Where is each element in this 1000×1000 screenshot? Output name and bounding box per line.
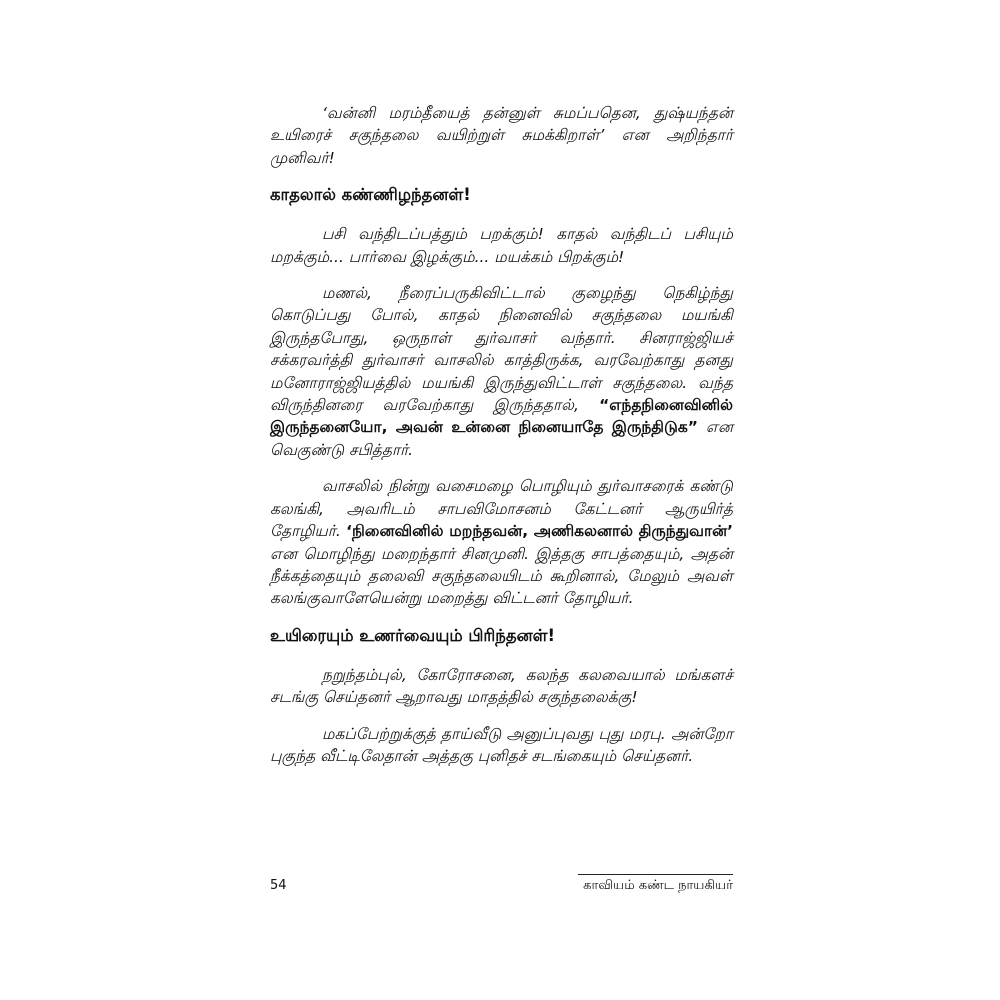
paragraph-3-text: மணல், நீரைப்பருகிவிட்டால் குழைந்து நெகிழ்ந்து கொடுப்பது போல், காதல் நினைவில் சகுந்தலை மயங்கி இருந்தபோது, ஒருநாள் துர்வாசர் வந்தார். சினராஜ்ஜியச் சக்கரவர்த்தி துர்வாசர் வாசலில் காத்திருக்க, வரவேற்காது தனது மனோராஜ்ஜியத்தில் மயங்கி இருந்துவிட்டாள் சகுந்தலை. வந்த விருந்தினரை வரவேற்காது இருந்ததால், [270,284,733,415]
section-heading-1: காதலால் கண்ணிழந்தனள்! [270,185,471,205]
paragraph-3 [270,282,733,461]
page-number: 54 [270,878,287,893]
running-title: காவியம் கண்ட நாயகியர் [578,874,733,894]
paragraph-3-tail: என வெகுண்டு சபித்தார். [270,418,733,459]
paragraph-4-text: வாசலில் நின்று வசைமழை பொழியும் துர்வாசரைக் கண்டு கலங்கி, அவரிடம் சாபவிமோசனம் கேட்டனர் ஆருயிர்த் தோழியர். [270,477,733,541]
paragraph-4 [270,475,733,609]
curse-quote: “எந்தநினைவினில் இருந்தனையோ, அவன் உன்னை நினையாதே இருந்திடுக” [270,396,733,437]
paragraph-4-tail: என மொழிந்து மறைந்தார் சினமுனி. இத்தகு சாபத்தையும், அதன் நீக்கத்தையும் தலைவி சகுந்தலையிடம் கூறினால், மேலும் அவள் கலங்குவாளேயென்று மறைத்து விட்டனர் தோழியர். [270,544,733,608]
paragraph-5: நறுந்தம்புல், கோரோசனை, கலந்த கலவையால் மங்களச் சடங்கு செய்தனர் ஆறாவது மாதத்தில் சகுந்தலைக்கு! [270,665,733,707]
section-heading-2: உயிரையும் உணர்வையும் பிரிந்தனள்! [270,625,556,645]
page-footer [270,874,733,898]
paragraph-2: பசி வந்திடப்பத்தும் பறக்கும்! காதல் வந்திடப் பசியும் மறக்கும்... பார்வை இழக்கும்... மயக்கம் பிறக்கும்! [270,225,733,266]
redemption-quote: ‘நினைவினில் மறந்தவன், அணிகலனால் திருந்துவான்’ [346,522,734,541]
paragraph-6: மகப்பேற்றுக்குத் தாய்வீடு அனுப்புவது புது மரபு. அன்றோ புகுந்த வீட்டிலேதான் அத்தகு புனிதச் சடங்கையும் செய்தனர். [270,724,733,765]
page-body [270,102,733,781]
paragraph-1: ‘வன்னி மரம்தீயைத் தன்னுள் சுமப்பதென, துஷ்யந்தன் உயிரைச் சகுந்தலை வயிற்றுள் சுமக்கிறாள்’ என அறிந்தார் முனிவர்! [270,104,733,167]
